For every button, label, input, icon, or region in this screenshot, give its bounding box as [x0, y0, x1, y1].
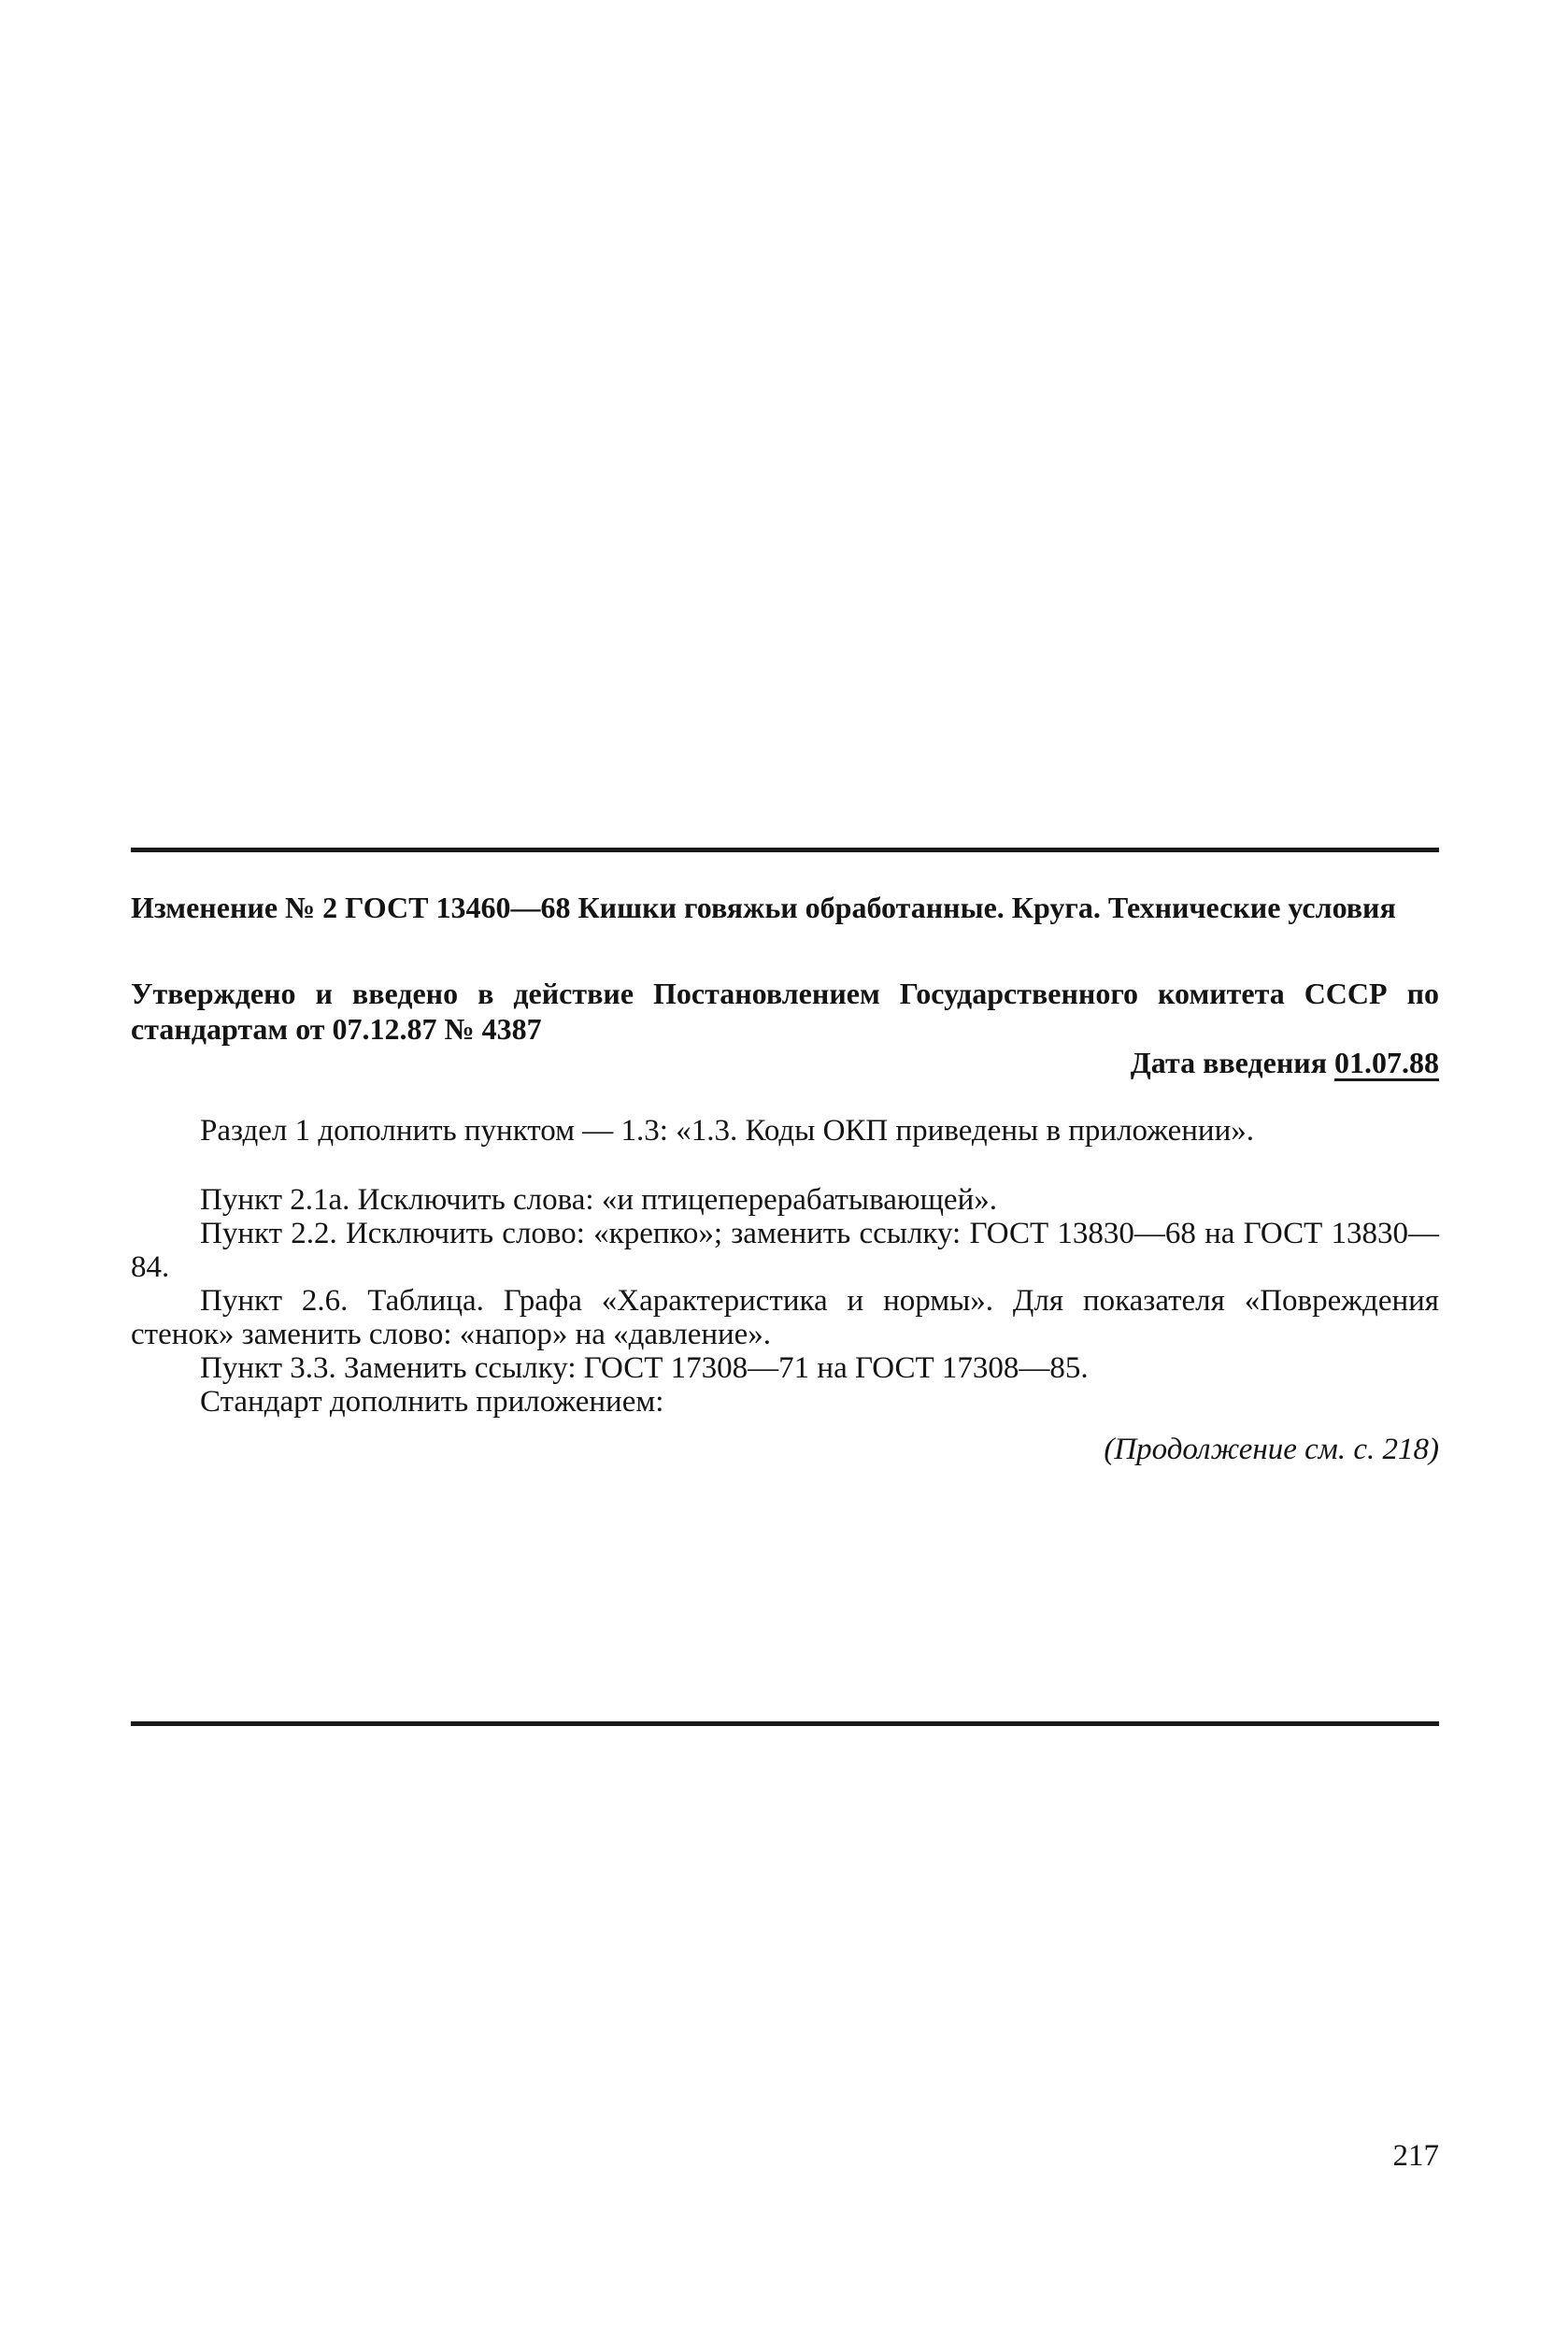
continuation-note: (Продолжение см. с. 218) [1104, 1433, 1439, 1466]
paragraph-item-3-3: Пункт 3.3. Заменить ссылку: ГОСТ 17308—71 на ГОСТ 17308—85. [200, 1351, 1089, 1385]
paragraph-item-2-6: Пункт 2.6. Таблица. Графа «Характеристика и нормы». Для показателя «Повреждения стенок» заменить слово: «напор» на «давление». [131, 1284, 1439, 1351]
introduction-date-value: 01.07.88 [1334, 1046, 1439, 1079]
bottom-rule [131, 1721, 1439, 1726]
top-rule [131, 848, 1439, 852]
introduction-date [131, 1045, 1439, 1081]
paragraph-item-2-2: Пункт 2.2. Исключить слово: «крепко»; заменить ссылку: ГОСТ 13830—68 на ГОСТ 13830—84. [131, 1217, 1439, 1284]
introduction-date-label: Дата введения [1130, 1046, 1327, 1079]
page-number: 217 [1392, 2139, 1439, 2173]
approval-statement: Утверждено и введено в действие Постановлением Государственного комитета СССР по стандартам от 07.12.87 № 4387 [131, 977, 1439, 1046]
paragraph-appendix: Стандарт дополнить приложением: [200, 1385, 664, 1419]
paragraph-item-2-1a: Пункт 2.1а. Исключить слова: «и птицеперерабатывающей». [200, 1183, 997, 1217]
amendment-heading: Изменение № 2 ГОСТ 13460—68 Кишки говяжьи обработанные. Круга. Технические условия [131, 891, 1396, 924]
paragraph-section-1: Раздел 1 дополнить пунктом — 1.3: «1.3. Коды ОКП приведены в приложении». [200, 1114, 1254, 1148]
